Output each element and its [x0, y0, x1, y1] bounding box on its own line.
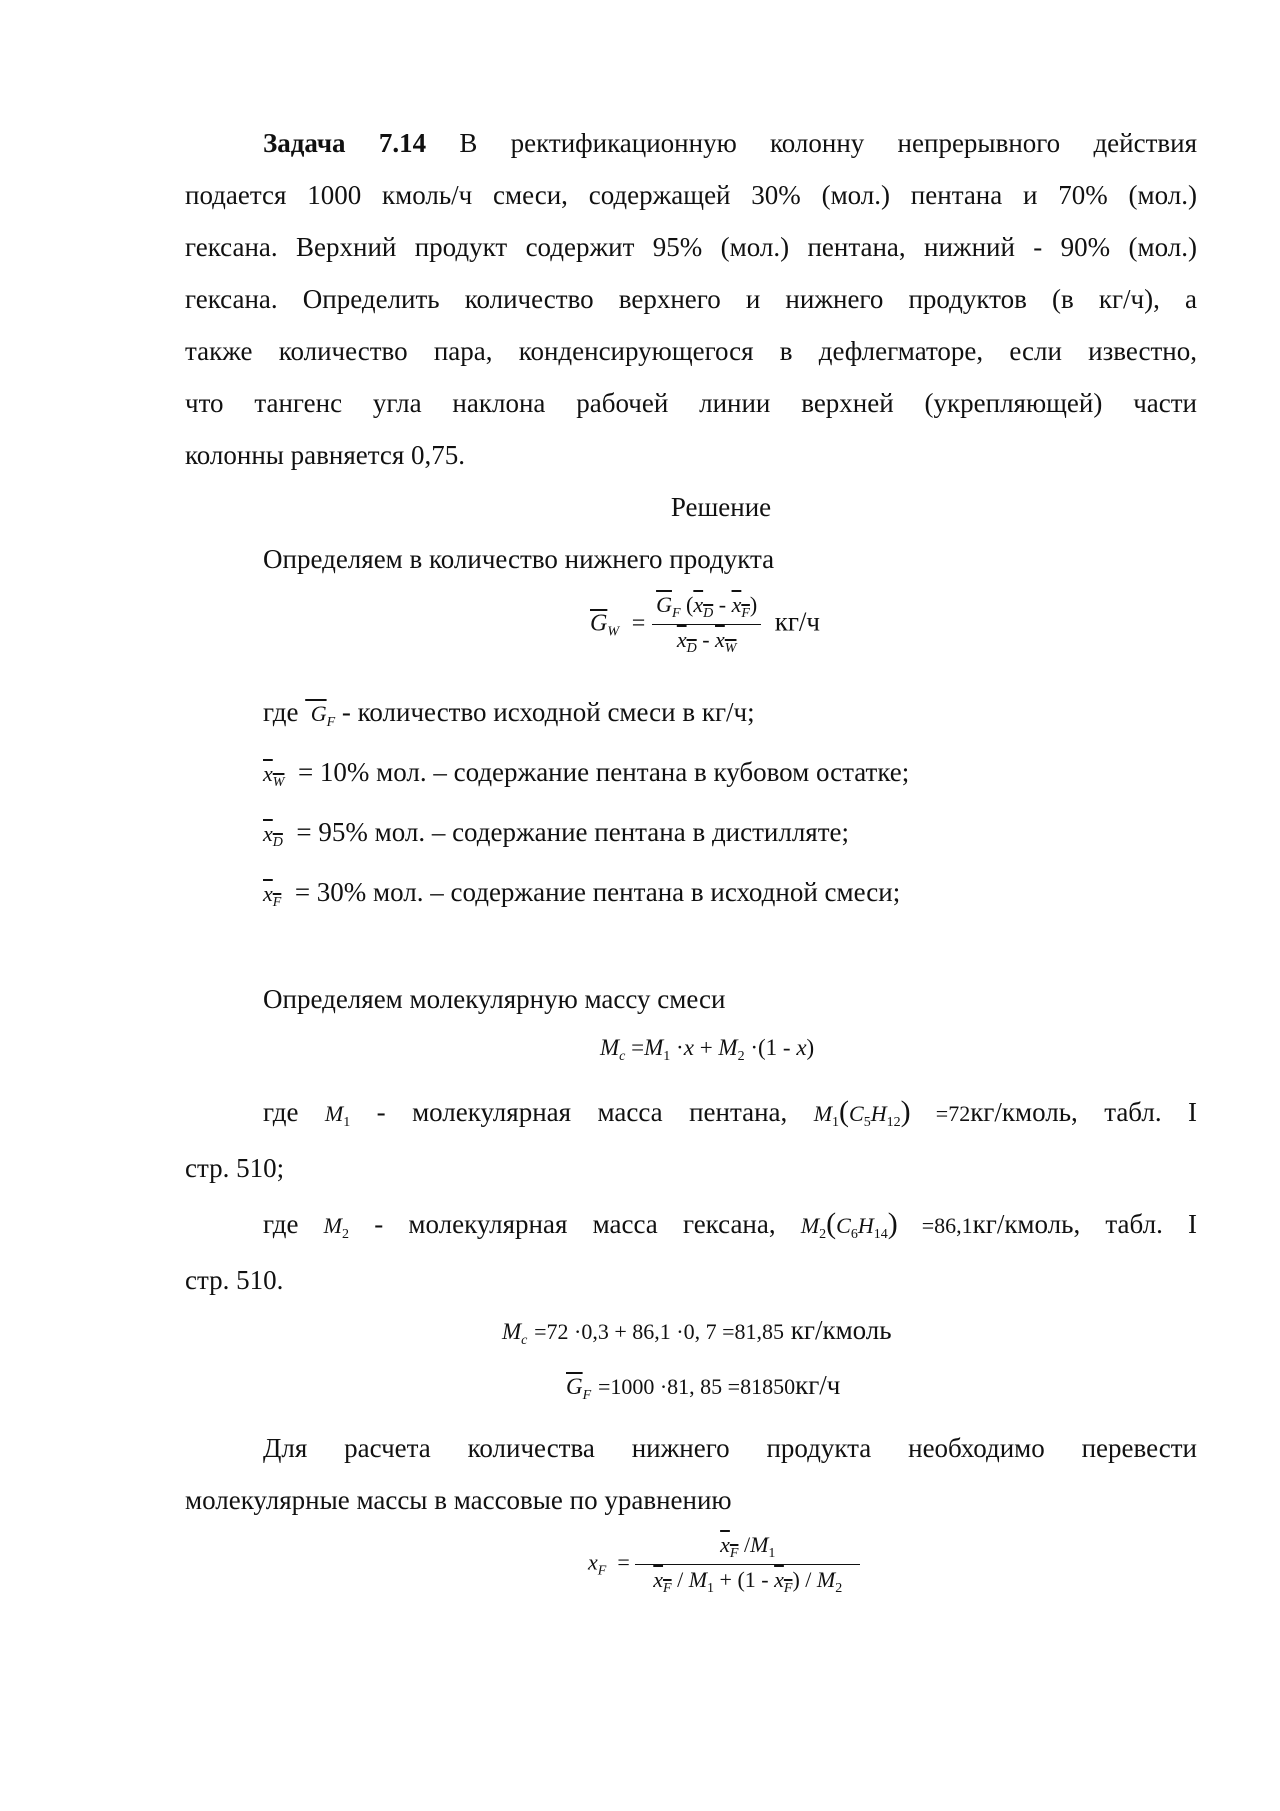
formula-xf: $x_F$ = $\frac{x_F /M_1}{x_F / M_1 + (1 - x_F) / M_2}$: [588, 1532, 860, 1597]
formula-mc: $M_c =M_1 \cdot x + M_2 \cdot(1 - x)$: [600, 1035, 815, 1064]
m2-ref: стр. 510.: [185, 1265, 284, 1295]
mc-calc-line: $M_c =72 \cdot 0,3 + 86,1 \cdot 0$, 7 =81,85 кг/кмоль: [502, 1315, 892, 1348]
problem-line-6: что тангенс угла наклона рабочей линии верхней (укрепляющей) части: [185, 388, 1197, 418]
problem-line-7: колонны равняется 0,75.: [185, 440, 466, 470]
xd-line: $x_D = 95\%$ мол. – содержание пентана в дистилляте;: [263, 817, 850, 850]
problem-title: Задача 7.14: [263, 128, 427, 158]
problem-line-2: подается 1000 кмоль/ч смеси, содержащей 30% (мол.) пентана и 70% (мол.): [185, 180, 1197, 210]
step2-text: Определяем молекулярную массу смеси: [263, 984, 726, 1014]
where-gf-line: где $G_F$ - количество исходной смеси в кг/ч;: [263, 697, 755, 730]
formula-gw-unit: кг/ч: [774, 606, 820, 637]
xf-line: $x_F = 30\%$ мол. – содержание пентана в исходной смеси;: [263, 877, 901, 910]
m1-ref: стр. 510;: [185, 1153, 285, 1183]
m1-line: где M1 - молекулярная масса пентана, $M_1(C_5H_{12})$ =72кг/кмоль, табл. I: [263, 1095, 1198, 1130]
step3-line-1: Для расчета количества нижнего продукта необходимо перевести: [263, 1433, 1197, 1463]
problem-line-1: Задача 7.14 В ректификационную колонну непрерывного действия: [263, 128, 1198, 158]
xw-line: $x_W = 10\%$ мол. – содержание пентана в кубовом остатке;: [263, 757, 910, 790]
step1-text: Определяем в количество нижнего продукта: [263, 544, 775, 574]
m2-line: где M2 - молекулярная масса гексана, $M_2(C_6H_{14})$ =86,1кг/кмоль, табл. I: [263, 1207, 1198, 1242]
problem-line-4: гексана. Определить количество верхнего и нижнего продуктов (в кг/ч), а: [185, 284, 1197, 314]
problem-line-5: также количество пара, конденсирующегося в дефлегматоре, если известно,: [185, 336, 1197, 366]
step3-line-2: молекулярные массы в массовые по уравнению: [185, 1485, 732, 1515]
problem-line-3: гексана. Верхний продукт содержит 95% (мол.) пентана, нижний - 90% (мол.): [185, 232, 1197, 262]
gf-calc-line: $\overline{G}_F =1000 \cdot 81$, 85 =81850кг/ч: [566, 1370, 841, 1403]
solution-heading: Решение: [670, 492, 772, 522]
formula-gw: $\overline{G}_W$ = $\frac{\overline{G}_F (x_D - x_F)}{x_D - x_W}$ кг/ч: [590, 592, 820, 656]
